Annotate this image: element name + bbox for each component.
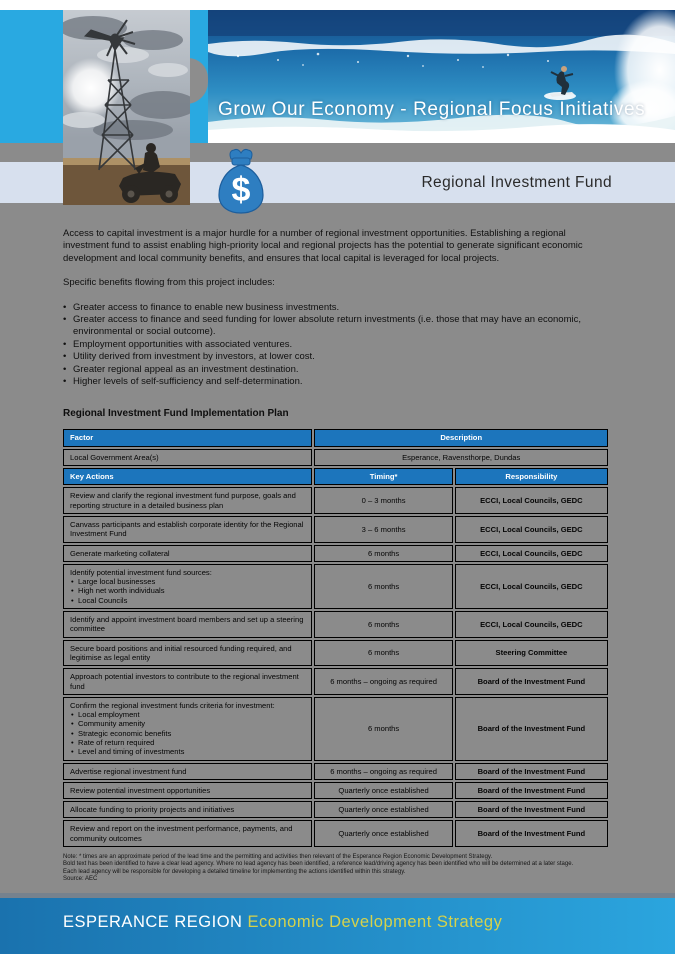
action-text: Confirm the regional investment funds criteria for investment: <box>70 700 275 710</box>
table-row <box>63 564 608 609</box>
timing-cell: 6 months <box>314 564 452 609</box>
action-text: Approach potential investors to contribute to the regional investment fund <box>70 672 299 691</box>
action-text: Review and report on the investment performance, payments, and community outcomes <box>70 824 293 843</box>
note-line: Each lead agency will be responsible for developing a detailed timeline for implementing the actions identified within this strategy. <box>63 868 406 875</box>
list-item: • Higher levels of self-sufficiency and self-determination. <box>63 376 612 388</box>
footer-region: ESPERANCE REGION <box>63 913 248 931</box>
action-text: Secure board positions and initial resourced funding required, and legitimise as legal entity <box>70 643 292 662</box>
action-cell <box>63 668 312 695</box>
benefits-list <box>63 302 612 389</box>
responsibility-cell: Steering Committee <box>455 640 608 667</box>
timing-cell: 6 months – ongoing as required <box>314 668 452 695</box>
responsibility-cell: ECCI, Local Councils, GEDC <box>455 545 608 562</box>
action-cell <box>63 487 312 514</box>
action-text: Allocate funding to priority projects and initiatives <box>70 805 235 815</box>
plan-heading: Regional Investment Fund Implementation Plan <box>63 408 289 420</box>
page-title: Regional Investment Fund <box>421 174 612 191</box>
footer-banner <box>0 893 675 954</box>
action-bullet: • Level and timing of investments <box>70 747 305 756</box>
action-bullet: • Local Councils <box>70 596 305 605</box>
action-text: Review potential investment opportunities <box>70 785 211 795</box>
footer-title <box>63 913 502 932</box>
action-bullet: • Rate of return required <box>70 738 305 747</box>
footer-band <box>0 898 675 954</box>
action-text: Review and clarify the regional investment fund purpose, goals and reporting structure in a detailed business plan <box>70 491 296 510</box>
action-bullet: • Large local businesses <box>70 577 305 586</box>
table-header-row <box>63 429 608 446</box>
action-cell <box>63 545 312 562</box>
list-item: • Greater regional appeal as an investment destination. <box>63 364 612 376</box>
action-cell <box>63 611 312 638</box>
table-row <box>63 640 608 667</box>
timing-cell: 6 months <box>314 697 452 761</box>
action-cell <box>63 801 312 818</box>
timing-cell: 6 months <box>314 640 452 667</box>
action-bullet: • Local employment <box>70 710 305 719</box>
table-row <box>63 545 608 562</box>
timing-cell: Quarterly once established <box>314 801 452 818</box>
page-content <box>63 228 612 884</box>
intro-paragraph: Access to capital investment is a major hurdle for a number of regional investment opportunities. Establishing a regional investment fund to assist enabling high-priority local and regional projects has the potential to generate significant economic development and local community benefits, and ensures that local capital is leveraged for local projects. <box>63 228 583 264</box>
action-bullet: • Strategic economic benefits <box>70 729 305 738</box>
action-text: Advertise regional investment fund <box>70 766 187 776</box>
table-row <box>63 820 608 847</box>
action-cell <box>63 763 312 780</box>
action-cell <box>63 640 312 667</box>
note-line: Source: AEC <box>63 876 98 883</box>
action-text: Identify and appoint investment board members and set up a steering committee <box>70 615 304 634</box>
list-item: • Greater access to finance to enable new business investments. <box>63 302 612 314</box>
footer-strategy: Economic Development Strategy <box>247 913 503 931</box>
table-row <box>63 487 608 514</box>
responsibility-cell: Board of the Investment Fund <box>455 697 608 761</box>
timing-cell: 0 – 3 months <box>314 487 452 514</box>
table-row <box>63 782 608 799</box>
action-cell <box>63 564 312 609</box>
responsibility-header: Responsibility <box>455 468 608 485</box>
action-cell <box>63 820 312 847</box>
table-row <box>63 668 608 695</box>
banner-title: Grow Our Economy - Regional Focus Initiatives <box>218 99 646 120</box>
table-row <box>63 697 608 761</box>
responsibility-cell: ECCI, Local Councils, GEDC <box>455 516 608 543</box>
table-row <box>63 763 608 780</box>
action-text: Canvass participants and establish corporate identity for the Regional Investment Fund <box>70 519 304 539</box>
timing-cell: 6 months <box>314 611 452 638</box>
timing-cell: 6 months <box>314 545 452 562</box>
note-line: Bold text has been identified to have a clear lead agency. Where no lead agency has been identified, a reference lead/driving agency has been identified who will be determined at a later stage. <box>63 861 574 868</box>
list-item: • Greater access to finance and seed funding for lower absolute return investments (i.e. those that may have an economic, environmental or social outcome). <box>63 314 612 339</box>
benefits-intro: Specific benefits flowing from this project includes: <box>63 277 275 289</box>
surf-photo <box>208 10 675 143</box>
action-bullet: • Community amenity <box>70 719 305 728</box>
timing-cell: 6 months – ongoing as required <box>314 763 452 780</box>
description-header: Description <box>314 429 608 446</box>
responsibility-cell: ECCI, Local Councils, GEDC <box>455 564 608 609</box>
factor-header: Factor <box>63 429 312 446</box>
description-cell: Esperance, Ravensthorpe, Dundas <box>314 449 608 466</box>
action-cell <box>63 516 312 543</box>
table-row <box>63 611 608 638</box>
timing-cell: Quarterly once established <box>314 782 452 799</box>
responsibility-cell: ECCI, Local Councils, GEDC <box>455 487 608 514</box>
table-row <box>63 801 608 818</box>
action-bullet: • High net worth individuals <box>70 586 305 595</box>
responsibility-cell: ECCI, Local Councils, GEDC <box>455 611 608 638</box>
responsibility-cell: Board of the Investment Fund <box>455 820 608 847</box>
body-region <box>0 143 675 893</box>
responsibility-cell: Board of the Investment Fund <box>455 763 608 780</box>
timing-cell: Quarterly once established <box>314 820 452 847</box>
action-cell <box>63 697 312 761</box>
table-row <box>63 516 608 543</box>
key-actions-header: Key Actions <box>63 468 312 485</box>
responsibility-cell: Board of the Investment Fund <box>455 668 608 695</box>
factor-cell: Local Government Area(s) <box>63 449 312 466</box>
action-text: Generate marketing collateral <box>70 548 170 558</box>
responsibility-cell: Board of the Investment Fund <box>455 782 608 799</box>
responsibility-cell: Board of the Investment Fund <box>455 801 608 818</box>
list-item: • Utility derived from investment by investors, at lower cost. <box>63 351 612 363</box>
note-line: Note: * times are an approximate period of the lead time and the permitting and activities then relevant of the Esperance Region Economic Development Strategy. <box>63 854 493 861</box>
table-subheader-row <box>63 468 608 485</box>
windmill-photo <box>63 10 190 205</box>
timing-header: Timing* <box>314 468 452 485</box>
list-item: • Employment opportunities with associated ventures. <box>63 339 612 351</box>
action-cell <box>63 782 312 799</box>
table-row <box>63 449 608 466</box>
table-notes <box>63 854 612 884</box>
ocean-wave-image <box>208 10 675 143</box>
money-bag-icon <box>214 147 268 215</box>
implementation-plan-table <box>61 427 610 849</box>
timing-cell: 3 – 6 months <box>314 516 452 543</box>
svg-text:$: $ <box>231 171 251 209</box>
action-text: Identify potential investment fund sources: <box>70 567 212 577</box>
